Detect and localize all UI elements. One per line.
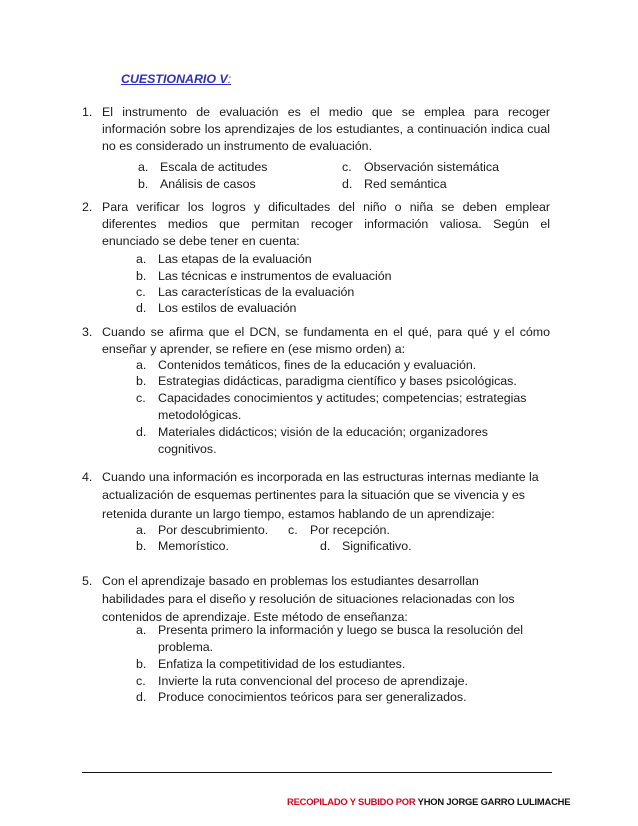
question-text-line: habilidades para el diseño y resolución de situaciones relacionadas con los <box>102 592 515 606</box>
question-number: 4. <box>82 470 93 484</box>
option-a: a. Por descubrimiento. <box>136 523 269 537</box>
question-number: 5. <box>82 574 93 588</box>
option-d: d. Produce conocimientos teóricos para ser generalizados. <box>136 690 467 704</box>
footer-credit-prefix: RECOPILADO Y SUBIDO POR <box>287 796 418 807</box>
question-text-line: no es considerado un instrumento de evaluación. <box>102 139 373 153</box>
title-colon: : <box>227 72 232 86</box>
question-number: 1. <box>82 105 93 119</box>
option-a: a. Presenta primero la información y luego se busca la resolución del problema. <box>136 623 524 654</box>
question-1 <box>82 104 550 155</box>
question-text-line: Cuando se afirma que el DCN, se fundamenta en el qué, para qué y el cómo <box>102 325 550 339</box>
option-d: d. Los estilos de evaluación <box>136 301 297 315</box>
question-4 <box>82 469 550 523</box>
question-text-line: enunciado se debe tener en cuenta: <box>102 234 300 248</box>
option-d: d. Red semántica <box>342 177 447 191</box>
question-3 <box>82 324 550 358</box>
option-d: d. Materiales didácticos; visión de la educación; organizadores cognitivos. <box>136 425 488 456</box>
question-number: 2. <box>82 200 93 214</box>
question-text-line: contenidos de aprendizaje. Este método de enseñanza: <box>102 610 408 624</box>
question-text-line: Para verificar los logros y dificultades del niño o niña se deben emplear <box>102 200 550 214</box>
footer-divider <box>82 772 552 773</box>
question-text-line: actualización de esquemas pertinentes para la situación que se vivencia y es <box>102 488 525 502</box>
option-d: d. Significativo. <box>320 539 412 553</box>
footer-credit-name: YHON JORGE GARRO LULIMACHE <box>417 796 571 807</box>
option-c: c. Las características de la evaluación <box>136 285 355 299</box>
option-b: b. Enfatiza la competitividad de los estudiantes. <box>136 657 406 671</box>
question-5 <box>82 573 550 626</box>
option-b: b. Las técnicas e instrumentos de evaluación <box>136 269 392 283</box>
option-c: c. Por recepción. <box>288 523 390 537</box>
question-text-line: El instrumento de evaluación es el medio que se emplea para recoger <box>102 105 550 119</box>
option-b: b. Memorístico. <box>136 539 229 553</box>
option-a: a. Escala de actitudes <box>138 160 268 174</box>
option-a: a. Las etapas de la evaluación <box>136 252 312 266</box>
option-c: c. Invierte la ruta convencional del proceso de aprendizaje. <box>136 674 468 688</box>
question-text-line: Con el aprendizaje basado en problemas los estudiantes desarrollan <box>102 574 479 588</box>
question-text-line: diferentes medios que permitan recoger información valiosa. Según el <box>102 217 550 231</box>
page-title: CUESTIONARIO V: <box>121 72 232 86</box>
question-text-line: Cuando una información es incorporada en las estructuras internas mediante la <box>102 470 539 484</box>
option-c: c. Capacidades conocimientos y actitudes; competencias; estrategias metodológicas. <box>136 391 527 422</box>
question-text-line: información sobre los aprendizajes de los estudiantes, a continuación indica cual <box>102 122 550 136</box>
question-text-line: retenida durante un largo tiempo, estamos hablando de un aprendizaje: <box>102 507 495 521</box>
option-a: a. Contenidos temáticos, fines de la educación y evaluación. <box>136 358 477 372</box>
option-b: b. Estrategias didácticas, paradigma científico y bases psicológicas. <box>136 374 517 388</box>
question-number: 3. <box>82 325 93 339</box>
footer-credit <box>287 796 570 807</box>
option-b: b. Análisis de casos <box>138 177 256 191</box>
question-text-line: enseñar y aprender, se refiere en (ese mismo orden) a: <box>102 342 406 356</box>
option-c: c. Observación sistemática <box>342 160 499 174</box>
question-2 <box>82 199 550 250</box>
